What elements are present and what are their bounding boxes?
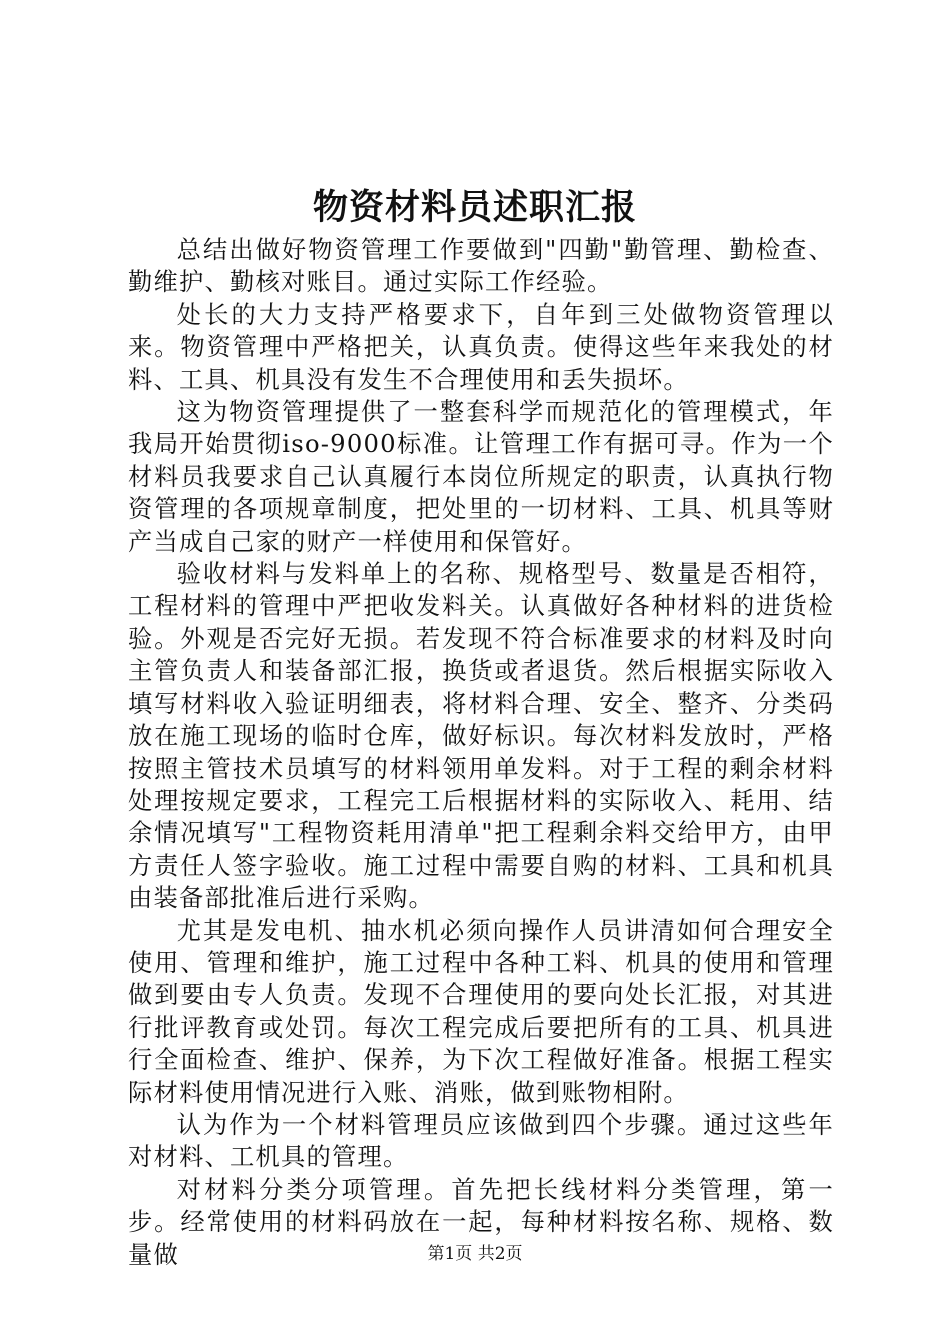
document-title: 物资材料员述职汇报 — [312, 187, 637, 228]
paragraph: 对材料分类分项管理。首先把长线材料分类管理，第一步。经常使用的材料码放在一起，每种材料按名称、规格、数量做 — [128, 1174, 834, 1269]
paragraph: 处长的大力支持严格要求下，自年到三处做物资管理以来。物资管理中严格把关，认真负责。使得这些年来我处的材料、工具、机具没有发生不合理使用和丢失损坏。 — [128, 299, 834, 394]
paragraph: 尤其是发电机、抽水机必须向操作人员讲清如何合理安全使用、管理和维护，施工过程中各种工料、机具的使用和管理做到要由专人负责。发现不合理使用的要向处长汇报，对其进行批评教育或处罚。每次工程完成后要把所有的工具、机具进行全面检查、维护、保养，为下次工程做好准备。根据工程实际材料使用情况进行入账、消账，做到账物相附。 — [128, 915, 834, 1107]
page-number-footer: 第1页 共2页 — [427, 1244, 523, 1264]
document-body — [128, 234, 834, 1271]
paragraph: 认为作为一个材料管理员应该做到四个步骤。通过这些年对材料、工机具的管理。 — [128, 1109, 834, 1172]
paragraph: 验收材料与发料单上的名称、规格型号、数量是否相符，工程材料的管理中严把收发料关。认真做好各种材料的进货检验。外观是否完好无损。若发现不符合标准要求的材料及时向主管负责人和装备部汇报，换货或者退货。然后根据实际收入填写材料收入验证明细表，将材料合理、安全、整齐、分类码放在施工现场的临时仓库，做好标识。每次材料发放时，严格按照主管技术员填写的材料领用单发料。对于工程的剩余材料处理按规定要求，工程完工后根据材料的实际收入、耗用、结余情况填写"工程物资耗用清单"把工程剩余料交给甲方，由甲方责任人签字验收。施工过程中需要自购的材料、工具和机具由装备部批准后进行采购。 — [128, 559, 834, 913]
paragraph: 总结出做好物资管理工作要做到"四勤"勤管理、勤检查、勤维护、勤核对账目。通过实际工作经验。 — [128, 235, 834, 297]
paragraph: 这为物资管理提供了一整套科学而规范化的管理模式，年我局开始贯彻iso-9000标准。让管理工作有据可寻。作为一个材料员我要求自己认真履行本岗位所规定的职责，认真执行物资管理的各项规章制度，把处里的一切材料、工具、机具等财产当成自己家的财产一样使用和保管好。 — [128, 397, 834, 556]
